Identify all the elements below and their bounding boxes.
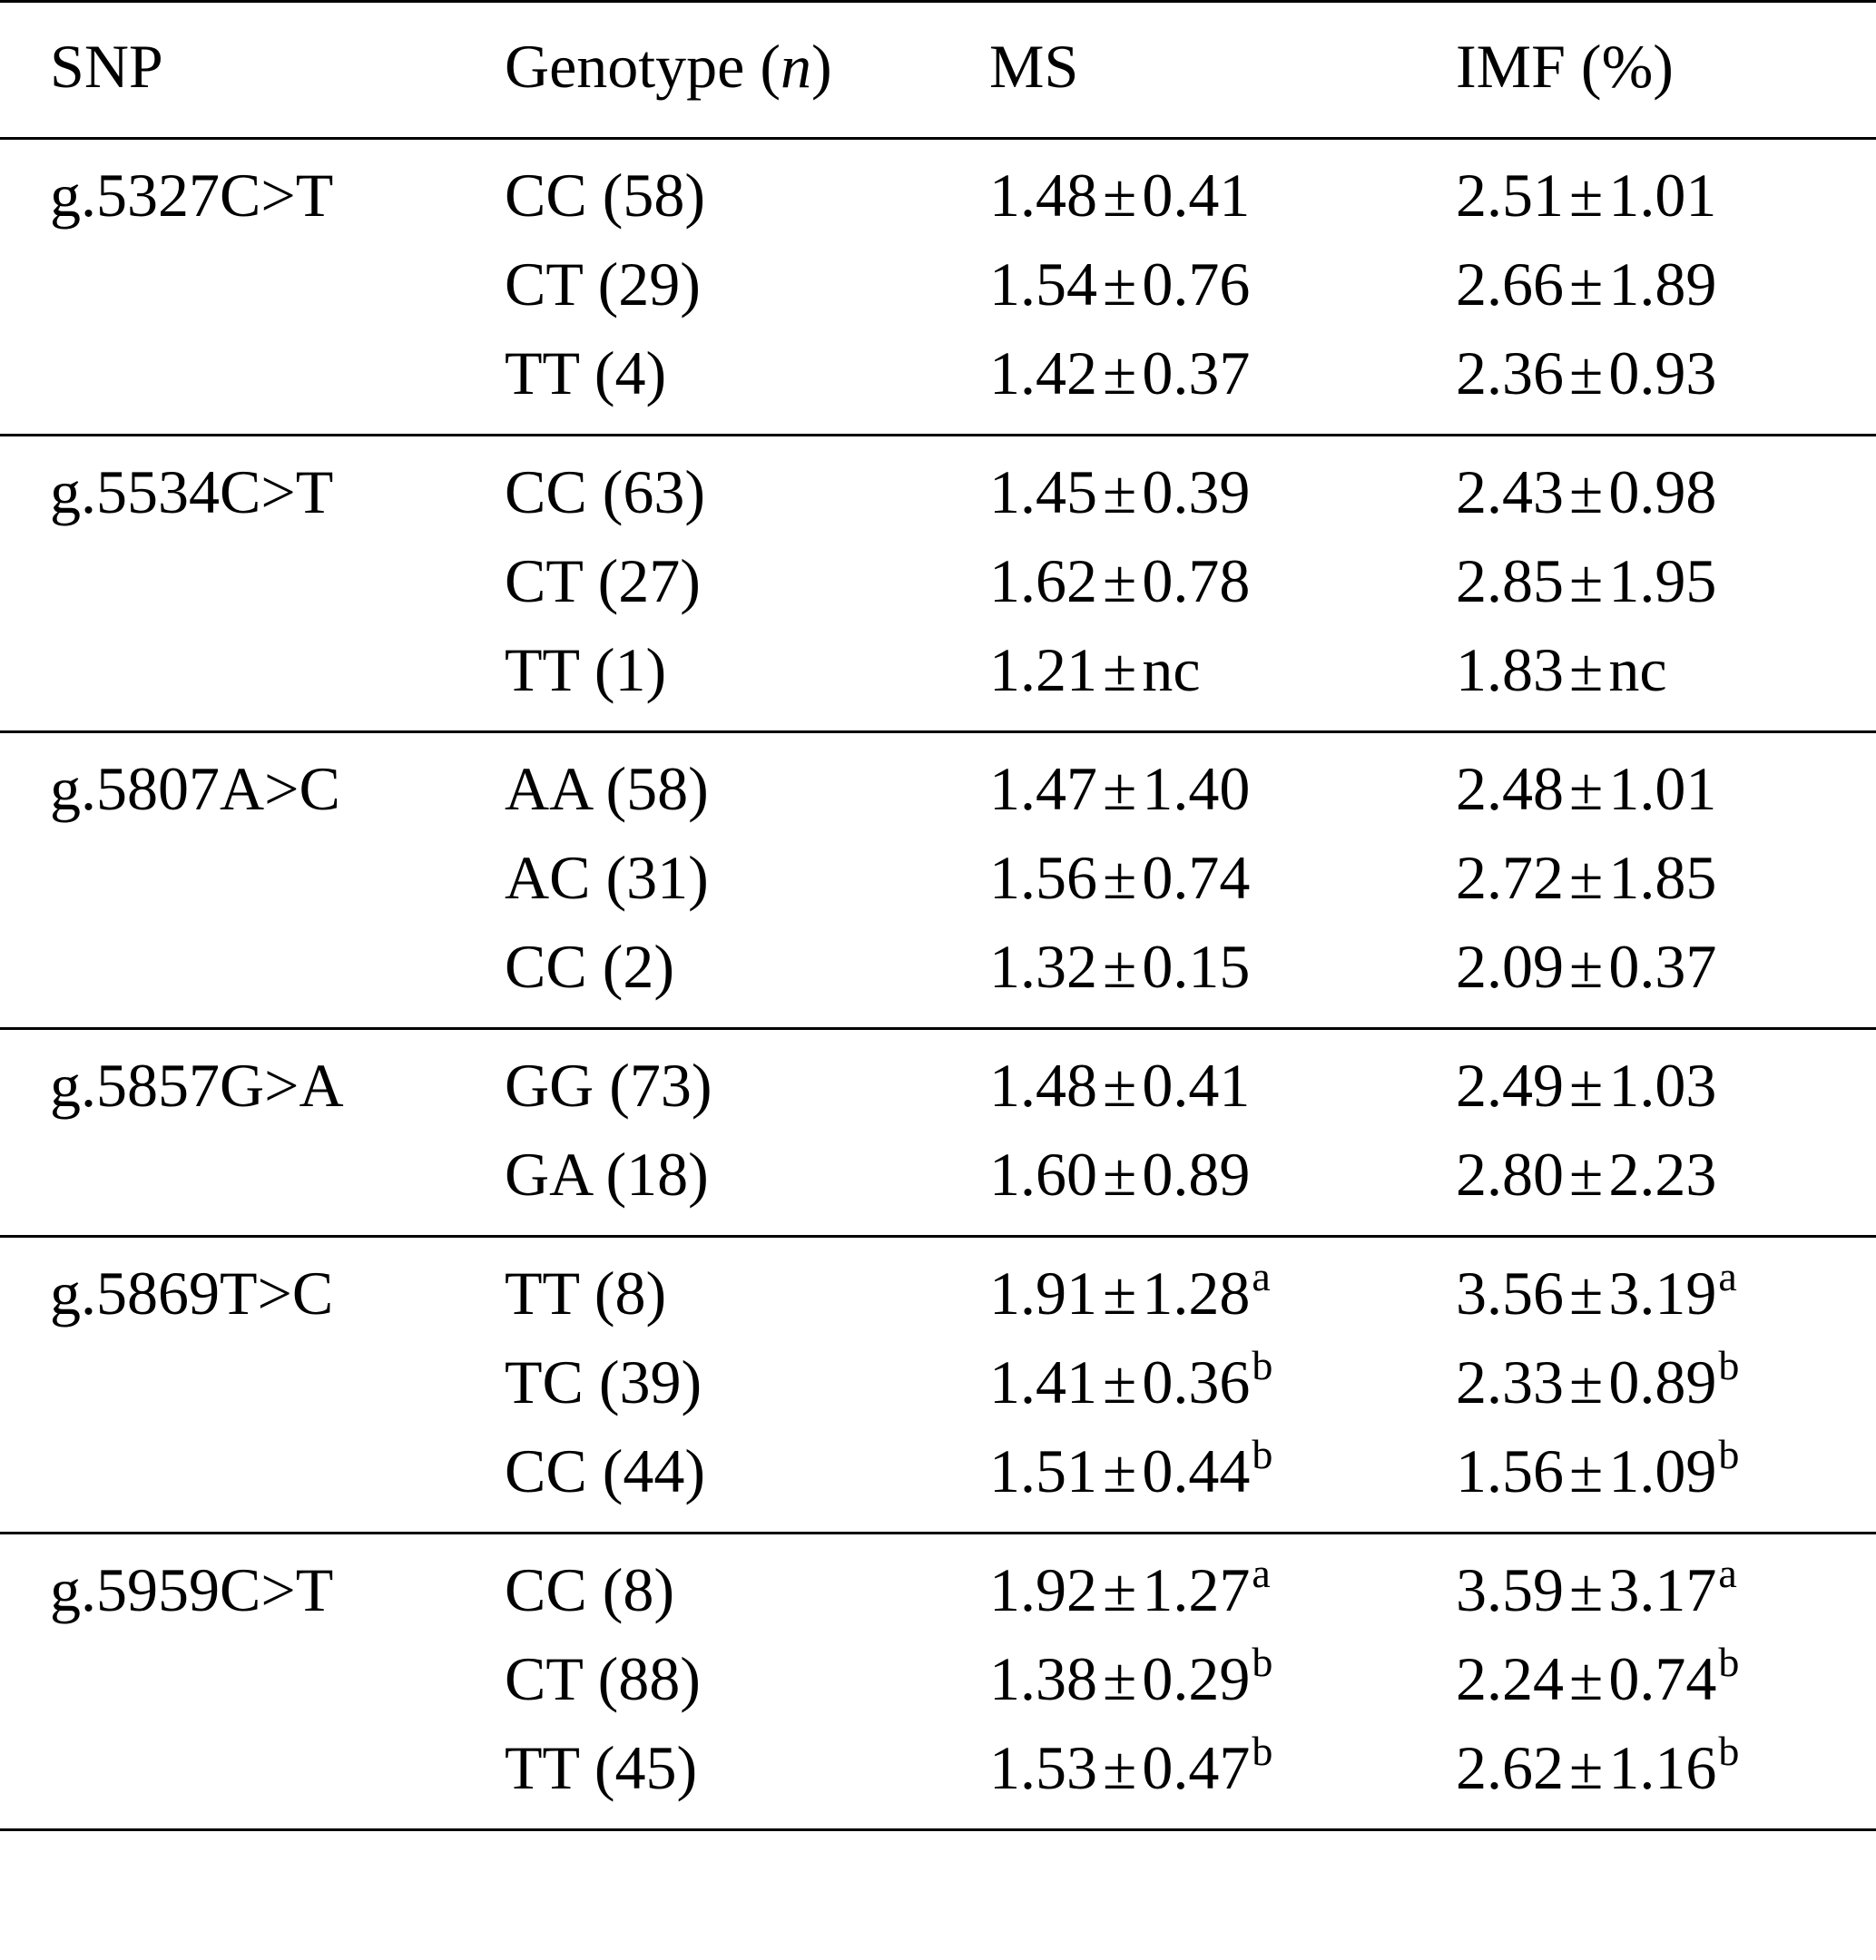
ms-cell [989, 922, 1250, 1011]
ms-cell [989, 447, 1250, 536]
imf-cell [1456, 1041, 1716, 1130]
ms-cell-pm-symbol: ± [1103, 843, 1137, 912]
ms-cell [989, 1426, 1272, 1515]
imf-cell-pm-symbol: ± [1569, 161, 1604, 230]
ms-cell-mean: 1.48 [989, 161, 1097, 230]
table-bottom-rule [0, 1828, 1876, 1831]
snp-cell: g.5327C>T [50, 161, 334, 230]
table-row [0, 1634, 1876, 1723]
ms-cell-sd: 1.28 [1142, 1259, 1251, 1328]
ms-cell-sd: 0.36 [1142, 1348, 1251, 1416]
imf-cell-pm-symbol: ± [1569, 843, 1604, 912]
group-separator-rule [0, 730, 1876, 733]
group-separator-rule [0, 1532, 1876, 1534]
imf-cell-pm-symbol: ± [1569, 1259, 1604, 1328]
table-row [0, 625, 1876, 714]
imf-cell-mean: 2.24 [1456, 1644, 1564, 1713]
imf-cell-pm-symbol: ± [1569, 1051, 1604, 1120]
ms-cell [989, 1249, 1271, 1338]
imf-cell-sd: 3.19 [1608, 1259, 1717, 1328]
snp-cell: g.5534C>T [50, 457, 334, 526]
ms-cell-sd: 1.27 [1142, 1555, 1251, 1624]
imf-cell-sd: 0.98 [1608, 457, 1717, 526]
imf-cell-mean: 2.36 [1456, 338, 1564, 407]
ms-cell-mean: 1.56 [989, 843, 1097, 912]
table-row [0, 1723, 1876, 1812]
ms-cell [989, 1723, 1272, 1812]
ms-cell-mean: 1.91 [989, 1259, 1097, 1328]
genotype-cell: TC (39) [505, 1348, 702, 1416]
ms-cell-mean: 1.92 [989, 1555, 1097, 1624]
ms-cell-sd: 0.29 [1142, 1644, 1251, 1713]
ms-cell-pm-symbol: ± [1103, 161, 1137, 230]
ms-cell-pm-symbol: ± [1103, 1555, 1137, 1624]
imf-cell [1456, 1249, 1737, 1338]
table-row [0, 1130, 1876, 1219]
genotype-cell: CT (29) [505, 250, 701, 318]
ms-cell-sd: 0.44 [1142, 1436, 1251, 1505]
imf-cell-sd: 0.74 [1608, 1644, 1717, 1713]
table-row [0, 1249, 1876, 1338]
ms-cell-pm-symbol: ± [1103, 1051, 1137, 1120]
ms-cell [989, 1545, 1271, 1634]
ms-cell-mean: 1.62 [989, 546, 1097, 615]
ms-cell-superscript: a [1252, 1550, 1271, 1596]
ms-cell-sd: 0.15 [1142, 932, 1251, 1001]
header-genotype [505, 22, 832, 111]
ms-cell-sd: 0.76 [1142, 250, 1251, 318]
group-separator-rule [0, 1235, 1876, 1238]
ms-cell-pm-symbol: ± [1103, 754, 1137, 823]
ms-cell-pm-symbol: ± [1103, 1436, 1137, 1505]
ms-cell-pm-symbol: ± [1103, 250, 1137, 318]
imf-cell [1456, 744, 1716, 833]
genotype-cell: CC (2) [505, 932, 674, 1001]
imf-cell [1456, 151, 1716, 240]
imf-cell-superscript: b [1718, 1431, 1740, 1477]
genotype-cell: AA (58) [505, 754, 709, 823]
ms-cell-pm-symbol: ± [1103, 635, 1137, 704]
header-genotype-suffix: ) [811, 32, 832, 101]
genotype-cell: GG (73) [505, 1051, 712, 1120]
ms-cell-mean: 1.53 [989, 1733, 1097, 1802]
imf-cell-pm-symbol: ± [1569, 1348, 1604, 1416]
imf-cell-mean: 1.83 [1456, 635, 1564, 704]
ms-cell-mean: 1.51 [989, 1436, 1097, 1505]
imf-cell-sd: 0.93 [1608, 338, 1717, 407]
imf-cell-sd: 0.89 [1608, 1348, 1717, 1416]
imf-cell-mean: 2.51 [1456, 161, 1564, 230]
imf-cell-pm-symbol: ± [1569, 635, 1604, 704]
ms-cell-sd: 0.47 [1142, 1733, 1251, 1802]
ms-cell-superscript: b [1252, 1728, 1273, 1774]
ms-cell [989, 536, 1250, 625]
imf-cell-sd: 3.17 [1608, 1555, 1717, 1624]
imf-cell-superscript: b [1718, 1342, 1740, 1388]
imf-cell [1456, 1338, 1739, 1426]
ms-cell-pm-symbol: ± [1103, 1259, 1137, 1328]
imf-cell-sd: 1.03 [1608, 1051, 1717, 1120]
genotype-cell: TT (8) [505, 1259, 667, 1328]
genotype-cell: CC (44) [505, 1436, 705, 1505]
imf-cell-pm-symbol: ± [1569, 1733, 1604, 1802]
imf-cell [1456, 328, 1716, 417]
imf-cell [1456, 1723, 1739, 1812]
imf-cell-mean: 2.33 [1456, 1348, 1564, 1416]
table-row [0, 447, 1876, 536]
ms-cell [989, 1634, 1272, 1723]
ms-cell-mean: 1.48 [989, 1051, 1097, 1120]
imf-cell [1456, 922, 1716, 1011]
imf-cell-superscript: b [1718, 1728, 1740, 1774]
genotype-cell: TT (45) [505, 1733, 698, 1802]
imf-cell-sd: 1.89 [1608, 250, 1717, 318]
imf-cell-mean: 2.62 [1456, 1733, 1564, 1802]
ms-cell-superscript: a [1252, 1253, 1271, 1299]
ms-cell-mean: 1.45 [989, 457, 1097, 526]
imf-cell-pm-symbol: ± [1569, 932, 1604, 1001]
ms-cell-sd: 0.78 [1142, 546, 1251, 615]
header-snp: SNP [50, 32, 163, 101]
header-imf: IMF (%) [1456, 32, 1674, 101]
imf-cell-pm-symbol: ± [1569, 546, 1604, 615]
table-row [0, 328, 1876, 417]
table-top-rule [0, 0, 1876, 3]
ms-cell-sd: 0.37 [1142, 338, 1251, 407]
imf-cell-pm-symbol: ± [1569, 250, 1604, 318]
ms-cell [989, 1130, 1250, 1219]
table-row [0, 536, 1876, 625]
ms-cell-pm-symbol: ± [1103, 546, 1137, 615]
ms-cell-pm-symbol: ± [1103, 457, 1137, 526]
imf-cell-mean: 1.56 [1456, 1436, 1564, 1505]
group-separator-rule [0, 434, 1876, 436]
ms-cell [989, 328, 1250, 417]
ms-cell-superscript: b [1252, 1639, 1273, 1685]
imf-cell-pm-symbol: ± [1569, 1644, 1604, 1713]
genotype-cell: TT (1) [505, 635, 667, 704]
imf-cell [1456, 625, 1667, 714]
genotype-cell: CC (63) [505, 457, 705, 526]
imf-cell [1456, 1426, 1739, 1515]
table-header-row [0, 22, 1876, 111]
imf-cell-sd: 2.23 [1608, 1140, 1717, 1209]
imf-cell-mean: 2.49 [1456, 1051, 1564, 1120]
ms-cell-pm-symbol: ± [1103, 1140, 1137, 1209]
imf-cell-mean: 2.09 [1456, 932, 1564, 1001]
imf-cell-superscript: b [1718, 1639, 1740, 1685]
ms-cell-sd: 1.40 [1142, 754, 1251, 823]
genotype-cell: CC (58) [505, 161, 705, 230]
snp-cell: g.5959C>T [50, 1555, 334, 1624]
ms-cell-pm-symbol: ± [1103, 1644, 1137, 1713]
ms-cell-mean: 1.32 [989, 932, 1097, 1001]
imf-cell-pm-symbol: ± [1569, 338, 1604, 407]
imf-cell-sd: 1.95 [1608, 546, 1717, 615]
imf-cell-pm-symbol: ± [1569, 457, 1604, 526]
ms-cell [989, 833, 1250, 922]
ms-cell [989, 1041, 1250, 1130]
ms-cell-mean: 1.47 [989, 754, 1097, 823]
table-row [0, 240, 1876, 328]
imf-cell [1456, 833, 1716, 922]
ms-cell-pm-symbol: ± [1103, 932, 1137, 1001]
imf-cell-mean: 2.72 [1456, 843, 1564, 912]
ms-cell-pm-symbol: ± [1103, 338, 1137, 407]
imf-cell-mean: 2.48 [1456, 754, 1564, 823]
table-row [0, 1545, 1876, 1634]
imf-cell-pm-symbol: ± [1569, 1140, 1604, 1209]
ms-cell-mean: 1.21 [989, 635, 1097, 704]
imf-cell-sd: 0.37 [1608, 932, 1717, 1001]
imf-cell-sd: 1.09 [1608, 1436, 1717, 1505]
imf-cell [1456, 1130, 1716, 1219]
imf-cell [1456, 1545, 1737, 1634]
ms-cell-superscript: b [1252, 1342, 1273, 1388]
ms-cell-mean: 1.38 [989, 1644, 1097, 1713]
ms-cell-mean: 1.60 [989, 1140, 1097, 1209]
imf-cell [1456, 240, 1716, 328]
table-row [0, 151, 1876, 240]
imf-cell-pm-symbol: ± [1569, 754, 1604, 823]
header-genotype-n: n [781, 32, 812, 101]
ms-cell-sd: 0.41 [1142, 1051, 1251, 1120]
snp-cell: g.5807A>C [50, 754, 340, 823]
ms-cell-sd: 0.89 [1142, 1140, 1251, 1209]
ms-cell-pm-symbol: ± [1103, 1348, 1137, 1416]
genotype-cell: GA (18) [505, 1140, 709, 1209]
imf-cell [1456, 536, 1716, 625]
ms-cell [989, 240, 1250, 328]
imf-cell-pm-symbol: ± [1569, 1436, 1604, 1505]
snp-cell: g.5857G>A [50, 1051, 344, 1120]
ms-cell-pm-symbol: ± [1103, 1733, 1137, 1802]
header-genotype-prefix: Genotype ( [505, 32, 781, 101]
imf-cell-mean: 3.56 [1456, 1259, 1564, 1328]
ms-cell-mean: 1.41 [989, 1348, 1097, 1416]
genotype-cell: CT (27) [505, 546, 701, 615]
imf-cell-mean: 2.43 [1456, 457, 1564, 526]
imf-cell [1456, 1634, 1739, 1723]
ms-cell-sd: nc [1142, 635, 1201, 704]
ms-cell [989, 744, 1250, 833]
genotype-cell: CC (8) [505, 1555, 674, 1624]
genotype-cell: AC (31) [505, 843, 709, 912]
ms-cell [989, 1338, 1272, 1426]
ms-cell-sd: 0.74 [1142, 843, 1251, 912]
table-row [0, 1041, 1876, 1130]
table-row [0, 833, 1876, 922]
group-separator-rule [0, 1027, 1876, 1030]
table-row [0, 744, 1876, 833]
ms-cell [989, 151, 1250, 240]
table-row [0, 1338, 1876, 1426]
ms-cell-sd: 0.41 [1142, 161, 1251, 230]
imf-cell-mean: 2.80 [1456, 1140, 1564, 1209]
imf-cell-superscript: a [1718, 1253, 1737, 1299]
genotype-cell: TT (4) [505, 338, 667, 407]
imf-cell-sd: nc [1608, 635, 1667, 704]
imf-cell-sd: 1.01 [1608, 754, 1717, 823]
ms-cell-mean: 1.54 [989, 250, 1097, 318]
header-ms: MS [989, 32, 1079, 101]
ms-cell-mean: 1.42 [989, 338, 1097, 407]
imf-cell-mean: 3.59 [1456, 1555, 1564, 1624]
table-header-rule [0, 137, 1876, 140]
imf-cell-sd: 1.16 [1608, 1733, 1717, 1802]
imf-cell [1456, 447, 1716, 536]
imf-cell-sd: 1.01 [1608, 161, 1717, 230]
table-row [0, 922, 1876, 1011]
snp-cell: g.5869T>C [50, 1259, 334, 1328]
imf-cell-superscript: a [1718, 1550, 1737, 1596]
ms-cell-sd: 0.39 [1142, 457, 1251, 526]
imf-cell-mean: 2.66 [1456, 250, 1564, 318]
ms-cell-superscript: b [1252, 1431, 1273, 1477]
table-row [0, 1426, 1876, 1515]
ms-cell [989, 625, 1201, 714]
imf-cell-mean: 2.85 [1456, 546, 1564, 615]
imf-cell-sd: 1.85 [1608, 843, 1717, 912]
genotype-cell: CT (88) [505, 1644, 701, 1713]
imf-cell-pm-symbol: ± [1569, 1555, 1604, 1624]
